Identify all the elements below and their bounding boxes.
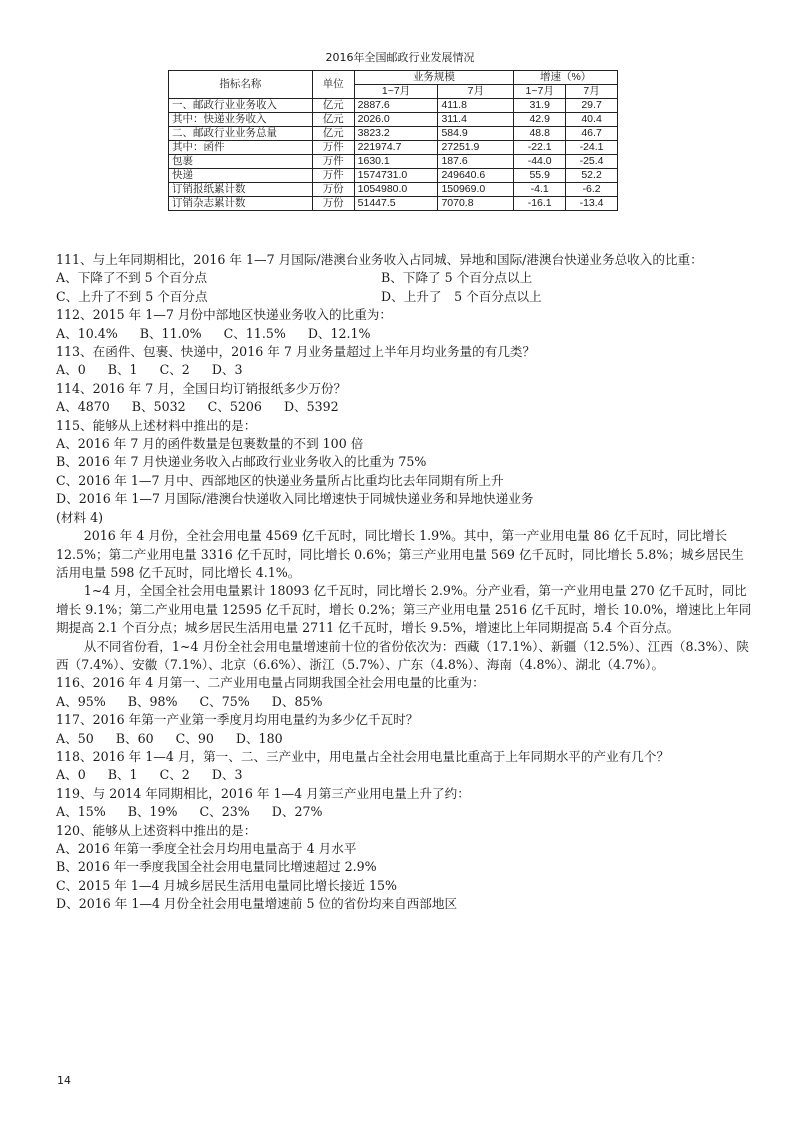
row-unit: 万份	[312, 183, 354, 197]
question-119-stem: 119、与 2014 年同期相比，2016 年 1—4 月第三产业用电量上升了约：	[56, 785, 470, 801]
question-113-option-d: D、3	[211, 362, 243, 378]
header-jan-jul: 1~7月	[354, 85, 438, 99]
question-111-option-a: A、下降了不到 5 个百分点	[56, 270, 208, 286]
row-value-jul: 311.4	[438, 113, 514, 127]
question-114-stem: 114、2016 年 7 月，全国日均订销报纸多少万份？	[56, 380, 347, 396]
row-growth-jan-jul: -44.0	[514, 155, 566, 169]
question-113-stem: 113、在函件、包裹、快递中，2016 年 7 月业务量超过上半年月均业务量的有几类？	[56, 344, 536, 360]
row-name: 其中：快递业务收入	[169, 113, 313, 127]
question-117-option-b: B、60	[115, 730, 154, 746]
row-growth-jan-jul: 48.8	[514, 127, 566, 141]
material-4-paragraph-3: 从不同省份看，1~4 月份全社会用电量增速前十位的省份依次为：西藏（17.1%）、新疆（12.5%）、江西（8.3%）、陕西（7.4%）、安徽（7.1%）、北京（6.6%）、浙江（5.7%）、广东（4.8%）、海南（4.8%）、湖北（4.7%）。	[56, 638, 749, 672]
question-114-options	[56, 398, 756, 416]
row-growth-jul: -6.2	[566, 183, 618, 197]
table-title: 2016年全国邮政行业发展情况	[325, 51, 475, 64]
row-growth-jul: 40.4	[566, 113, 618, 127]
question-114-option-c: C、5206	[207, 399, 262, 415]
row-growth-jul: -13.4	[566, 197, 618, 211]
row-value-jan-jul: 2887.6	[354, 99, 438, 113]
question-111-stem: 111、与上年同期相比，2016 年 1—7 月国际/港澳台业务收入占同城、异地和国际/港澳台快递业务总收入的比重：	[56, 252, 703, 267]
row-name: 包裹	[169, 155, 313, 169]
question-112-option-a: A、10.4%	[56, 325, 118, 341]
question-117-options	[56, 730, 756, 748]
row-name: 订销杂志累计数	[169, 197, 313, 211]
row-unit: 万份	[312, 197, 354, 211]
row-unit: 亿元	[312, 127, 354, 141]
row-name: 快递	[169, 169, 313, 183]
row-unit: 亿元	[312, 113, 354, 127]
question-119-option-b: B、19%	[127, 804, 178, 820]
page-number: 14	[57, 1074, 71, 1087]
question-119-option-a: A、15%	[56, 804, 106, 820]
question-113-option-a: A、0	[56, 362, 86, 378]
row-growth-jul: 29.7	[566, 99, 618, 113]
question-119-option-c: C、23%	[199, 804, 250, 820]
row-value-jul: 27251.9	[438, 141, 514, 155]
question-117-option-d: D、180	[235, 730, 283, 746]
question-116-option-b: B、98%	[127, 693, 178, 709]
row-value-jan-jul: 3823.2	[354, 127, 438, 141]
row-unit: 万件	[312, 141, 354, 155]
row-unit: 亿元	[312, 99, 354, 113]
row-growth-jul: 52.2	[566, 169, 618, 183]
question-114-option-d: D、5392	[283, 399, 339, 415]
question-120-stem: 120、能够从上述资料中推出的是：	[56, 822, 257, 838]
question-120-option-a: A、2016 年第一季度全社会月均用电量高于 4 月水平	[56, 841, 357, 856]
header-jul-growth: 7月	[566, 85, 618, 99]
table-row	[169, 197, 618, 211]
question-112-option-d: D、12.1%	[307, 325, 371, 341]
question-111-option-d: D、上升了 5 个百分点以上	[381, 288, 542, 304]
row-growth-jan-jul: 31.9	[514, 99, 566, 113]
row-name: 一、邮政行业业务收入	[169, 99, 313, 113]
question-118-options	[56, 766, 756, 784]
table-row	[169, 155, 618, 169]
question-119-option-d: D、27%	[271, 804, 323, 820]
row-value-jan-jul: 221974.7	[354, 141, 438, 155]
question-113-option-c: C、2	[159, 362, 190, 378]
question-113-options	[56, 361, 756, 379]
question-118-stem: 118、2016 年 1—4 月，第一、二、三产业中，用电量占全社会用电量比重高于上年同期水平的产业有几个？	[56, 748, 670, 764]
table-row	[169, 141, 618, 155]
row-growth-jul: -24.1	[566, 141, 618, 155]
table-row	[169, 113, 618, 127]
header-jul: 7月	[438, 85, 514, 99]
row-value-jul: 150969.0	[438, 183, 514, 197]
material-4-paragraph-2: 1~4 月，全国全社会用电量累计 18093 亿千瓦时，同比增长 2.9%。分产业看，第一产业用电量 270 亿千瓦时，同比增长 9.1%；第二产业用电量 12595 亿千瓦时，增长 0.2%；第三产业用电量 2516 亿千瓦时，增长 10.0%，增速比上年同期提高 2.1 个百分点；城乡居民生活用电量 2711 亿千瓦时，增长 9.5%，增速比上年同期提高 5.4 个百分点。	[56, 583, 752, 636]
question-112-options	[56, 325, 756, 343]
row-value-jan-jul: 1054980.0	[354, 183, 438, 197]
row-value-jan-jul: 1630.1	[354, 155, 438, 169]
question-120-option-c: C、2015 年 1—4 月城乡居民生活用电量同比增长接近 15%	[56, 877, 397, 893]
question-111-options-row2	[56, 288, 756, 306]
question-118-option-b: B、1	[107, 767, 138, 783]
table-row	[169, 183, 618, 197]
question-117-stem: 117、2016 年第一产业第一季度月均用电量约为多少亿千瓦时？	[56, 712, 419, 728]
row-growth-jan-jul: -4.1	[514, 183, 566, 197]
question-content	[56, 251, 756, 914]
question-115-option-c: C、2016 年 1—7 月中、西部地区的快递业务量所占比重均比去年同期有所上升	[56, 472, 504, 488]
header-name: 指标名称	[169, 71, 313, 99]
question-111-options-row1	[56, 269, 756, 287]
question-111-option-b: B、下降了 5 个百分点以上	[381, 270, 533, 286]
question-119-options	[56, 803, 756, 821]
question-120-option-d: D、2016 年 1—4 月份全社会用电量增速前 5 位的省份均来自西部地区	[56, 896, 458, 912]
material-4-paragraph-1: 2016 年 4 月份，全社会用电量 4569 亿千瓦时，同比增长 1.9%。其中，第一产业用电量 86 亿千瓦时，同比增长 12.5%；第二产业用电量 3316 亿千瓦时，同比增长 0.6%；第三产业用电量 569 亿千瓦时，同比增长 5.8%；城乡居民生活用电量 598 亿千瓦时，同比增长 4.1%。	[56, 528, 744, 580]
row-growth-jan-jul: 42.9	[514, 113, 566, 127]
row-unit: 万件	[312, 169, 354, 183]
table-row	[169, 127, 618, 141]
row-value-jan-jul: 51447.5	[354, 197, 438, 211]
question-116-stem: 116、2016 年 4 月第一、二产业用电量占同期我国全社会用电量的比重为：	[56, 675, 485, 691]
question-116-option-a: A、95%	[56, 693, 106, 709]
row-growth-jan-jul: 55.9	[514, 169, 566, 183]
question-118-option-d: D、3	[211, 767, 243, 783]
question-116-options	[56, 693, 756, 711]
row-value-jan-jul: 1574731.0	[354, 169, 438, 183]
row-growth-jan-jul: -22.1	[514, 141, 566, 155]
row-value-jul: 187.6	[438, 155, 514, 169]
row-unit: 万件	[312, 155, 354, 169]
table-row	[169, 99, 618, 113]
question-111-option-c: C、上升了不到 5 个百分点	[56, 288, 208, 304]
postal-stats-table	[168, 70, 618, 211]
question-112-stem: 112、2015 年 1—7 月份中部地区快递业务收入的比重为：	[56, 307, 392, 323]
row-name: 二、邮政行业业务总量	[169, 127, 313, 141]
question-115-option-b: B、2016 年 7 月快递业务收入占邮政行业业务收入的比重为 75%	[56, 454, 427, 470]
question-115-stem: 115、能够从上述材料中推出的是：	[56, 417, 257, 433]
row-value-jul: 249640.6	[438, 169, 514, 183]
row-value-jul: 411.8	[438, 99, 514, 113]
material-4-label: (材料 4)	[56, 509, 104, 525]
row-name: 其中：函件	[169, 141, 313, 155]
question-114-option-b: B、5032	[131, 399, 186, 415]
question-114-option-a: A、4870	[56, 399, 110, 415]
header-jan-jul-growth: 1~7月	[514, 85, 566, 99]
question-118-option-a: A、0	[56, 767, 86, 783]
question-112-option-b: B、11.0%	[139, 325, 202, 341]
header-scale: 业务规模	[354, 71, 514, 85]
table-header-row	[169, 71, 618, 85]
row-name: 订销报纸累计数	[169, 183, 313, 197]
question-112-option-c: C、11.5%	[223, 325, 286, 341]
question-116-option-c: C、75%	[199, 693, 250, 709]
question-117-option-c: C、90	[175, 730, 214, 746]
row-value-jan-jul: 2026.0	[354, 113, 438, 127]
row-growth-jul: -25.4	[566, 155, 618, 169]
question-115-option-a: A、2016 年 7 月的函件数量是包裹数量的不到 100 倍	[56, 436, 364, 452]
question-116-option-d: D、85%	[271, 693, 323, 709]
row-value-jul: 584.9	[438, 127, 514, 141]
header-growth: 增速（%）	[514, 71, 618, 85]
row-growth-jan-jul: -16.1	[514, 197, 566, 211]
row-value-jul: 7070.8	[438, 197, 514, 211]
row-growth-jul: 46.7	[566, 127, 618, 141]
question-120-option-b: B、2016 年一季度我国全社会用电量同比增速超过 2.9%	[56, 859, 377, 875]
question-117-option-a: A、50	[56, 730, 94, 746]
table-row	[169, 169, 618, 183]
question-118-option-c: C、2	[159, 767, 190, 783]
question-115-option-d: D、2016 年 1—7 月国际/港澳台快递收入同比增速快于同城快递业务和异地快递业务	[56, 491, 534, 507]
question-113-option-b: B、1	[107, 362, 138, 378]
header-unit: 单位	[312, 71, 354, 99]
